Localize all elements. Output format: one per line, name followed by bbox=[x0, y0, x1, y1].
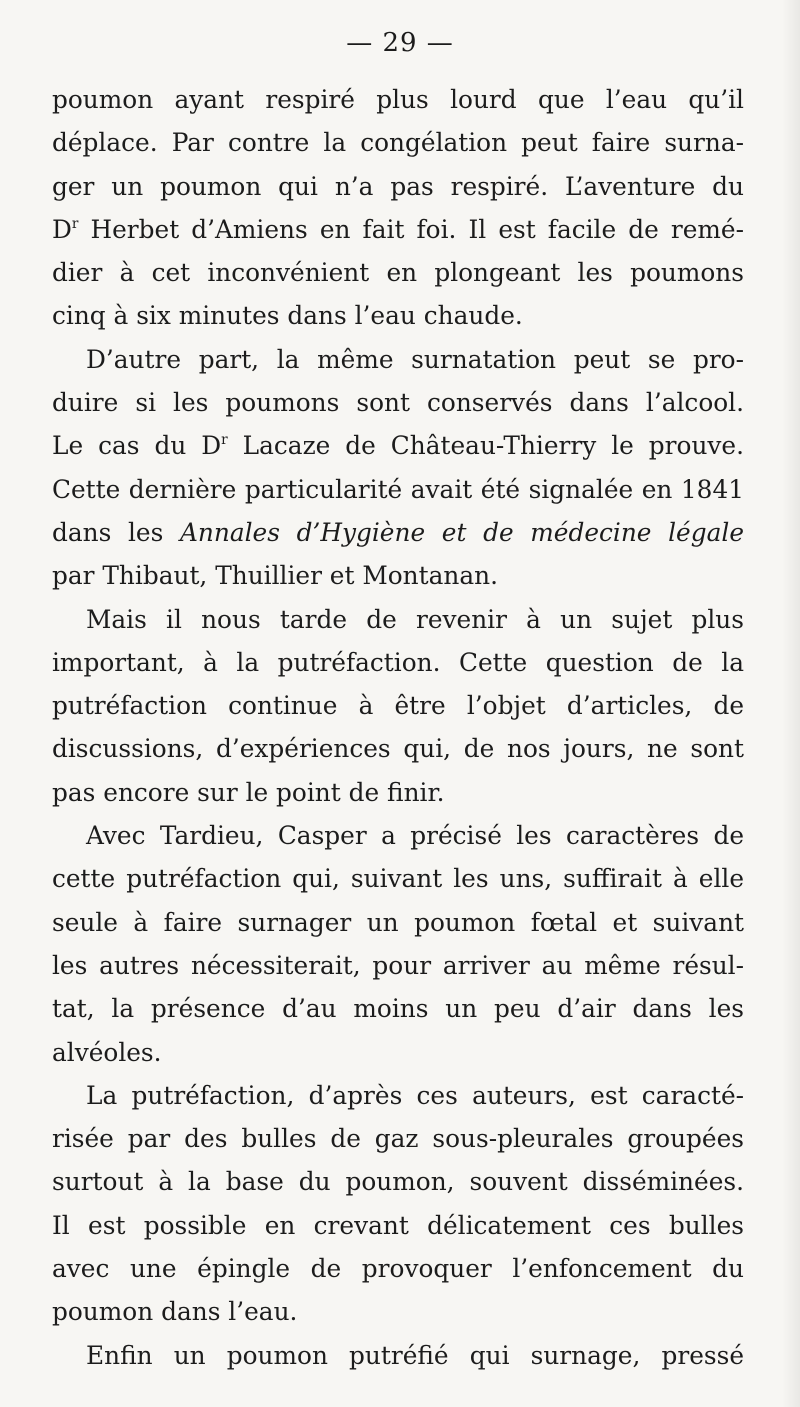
text-line: dier à cet inconvénient en plongeant les poumons bbox=[52, 258, 744, 288]
text-line: déplace. Par contre la congélation peut faire surna- bbox=[52, 128, 744, 158]
text-line: cinq à six minutes dans l’eau chaude. bbox=[52, 301, 523, 331]
text-line: La putréfaction, d’après ces auteurs, est caracté- bbox=[86, 1080, 744, 1110]
italic-title: Annales d’Hygiène et de médecine légale bbox=[180, 517, 744, 547]
body-text bbox=[52, 78, 744, 1377]
text-line: pas encore sur le point de finir. bbox=[52, 777, 445, 807]
text-line: duire si les poumons sont conservés dans l’alcool. bbox=[52, 388, 744, 418]
text-line bbox=[52, 424, 744, 467]
text-line: surtout à la base du poumon, souvent disséminées. bbox=[52, 1167, 744, 1197]
text-line: Enfin un poumon putréfié qui surnage, pressé bbox=[86, 1340, 744, 1370]
text-line: alvéoles. bbox=[52, 1037, 162, 1067]
text-line: ger un poumon qui n’a pas respiré. L’aventure du bbox=[52, 171, 744, 201]
text-line: putréfaction continue à être l’objet d’articles, de bbox=[52, 691, 744, 721]
text-line: Il est possible en crevant délicatement ces bulles bbox=[52, 1210, 744, 1240]
text-run: Herbet d’Amiens en fait foi. Il est facile de remé- bbox=[78, 214, 744, 244]
superscript: r bbox=[221, 432, 228, 449]
text-line: poumon dans l’eau. bbox=[52, 1297, 298, 1327]
text-line: important, à la putréfaction. Cette question de la bbox=[52, 647, 744, 677]
text-line: risée par des bulles de gaz sous-pleurales groupées bbox=[52, 1124, 744, 1154]
text-run: dans les bbox=[52, 517, 180, 547]
text-line: tat, la présence d’au moins un peu d’air dans les bbox=[52, 994, 744, 1024]
text-line: cette putréfaction qui, suivant les uns, suffirait à elle bbox=[52, 864, 744, 894]
text-run: Le cas du D bbox=[52, 431, 222, 461]
text-line: Mais il nous tarde de revenir à un sujet plus bbox=[86, 604, 744, 634]
text-line: avec une épingle de provoquer l’enfoncement du bbox=[52, 1254, 744, 1284]
text-line bbox=[52, 511, 744, 554]
text-line bbox=[52, 208, 744, 251]
text-line: par Thibaut, Thuillier et Montanan. bbox=[52, 561, 498, 591]
superscript: r bbox=[71, 215, 79, 232]
page-edge-shadow bbox=[782, 0, 800, 1407]
page-number: — 29 — bbox=[346, 28, 454, 58]
text-line: poumon ayant respiré plus lourd que l’eau qu’il bbox=[52, 85, 744, 114]
text-line: D’autre part, la même surnatation peut se pro- bbox=[86, 344, 744, 374]
text-run: D bbox=[52, 214, 72, 244]
text-line: les autres nécessiterait, pour arriver au même résul- bbox=[52, 950, 744, 980]
text-line: Cette dernière particularité avait été signalée en 1841 bbox=[52, 474, 744, 504]
text-line: seule à faire surnager un poumon fœtal et suivant bbox=[52, 907, 744, 937]
text-run: Lacaze de Château-Thierry le prouve. bbox=[227, 431, 744, 461]
text-line: discussions, d’expériences qui, de nos jours, ne sont bbox=[52, 734, 744, 764]
text-line: Avec Tardieu, Casper a précisé les caractères de bbox=[86, 821, 744, 851]
